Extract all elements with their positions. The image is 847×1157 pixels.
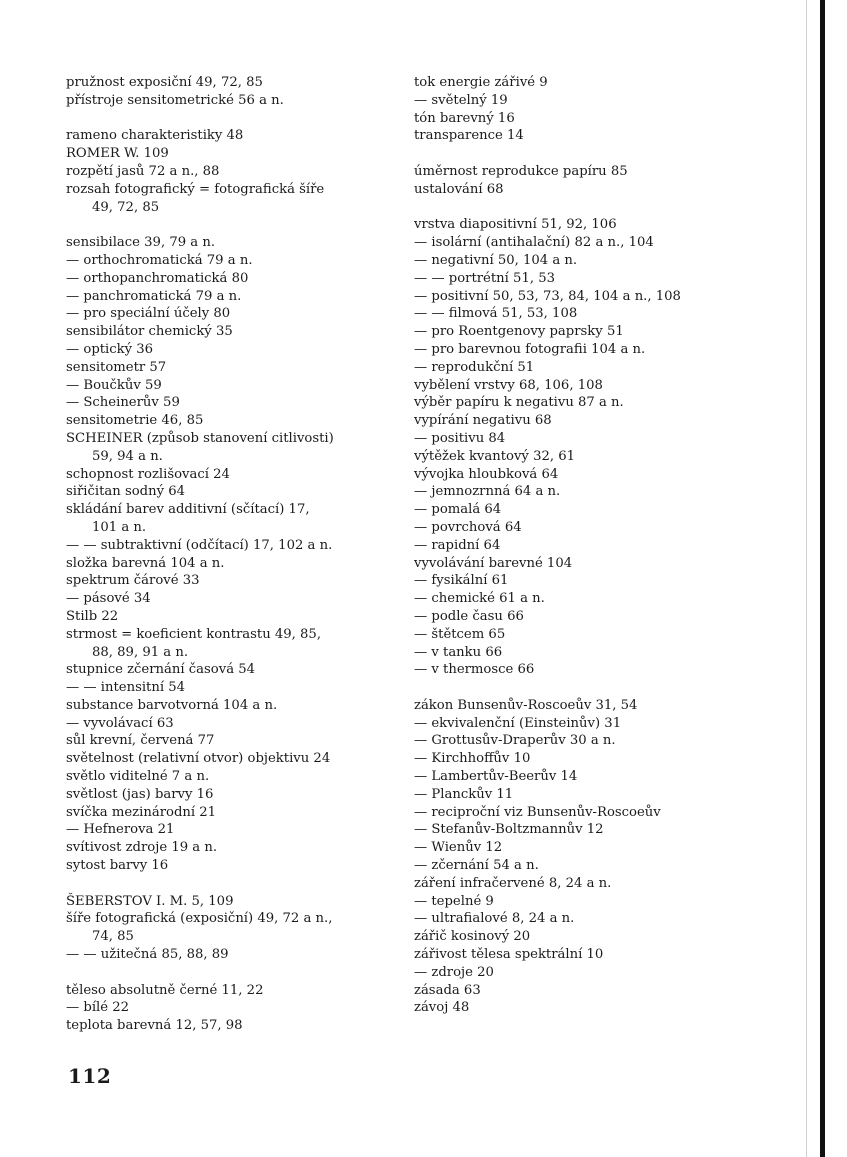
index-entry: těleso absolutně černé 11, 22 <box>66 982 264 998</box>
index-entry: zářivost tělesa spektrální 10 <box>414 947 604 963</box>
entry-gap <box>414 199 754 217</box>
index-entry: stupnice zčernání časová 54 <box>66 662 256 678</box>
index-entry: vrstva diapositivní 51, 92, 106 <box>414 217 617 233</box>
index-entry: — povrchová 64 <box>414 519 522 535</box>
index-entry: složka barevná 104 a n. <box>66 555 225 571</box>
index-entry: rozpětí jasů 72 a n., 88 <box>66 163 220 179</box>
index-entry: — v thermosce 66 <box>414 662 535 678</box>
index-entry: — Grottusův-Draperův 30 a n. <box>414 733 616 749</box>
index-entry: tok energie zářivé 9 <box>414 75 548 90</box>
index-entry: světlo viditelné 7 a n. <box>66 769 210 785</box>
index-entry: Stilb 22 <box>66 608 119 624</box>
index-entry: — reprodukční 51 <box>414 359 535 375</box>
index-entry: — negativní 50, 104 a n. <box>414 252 578 268</box>
index-entry: skládání barev additivní (sčítací) 17, <box>66 502 310 518</box>
index-entry: — štětcem 65 <box>414 626 506 642</box>
index-entry: schopnost rozlišovací 24 <box>66 466 230 482</box>
index-entry: vývojka hloubková 64 <box>414 466 559 482</box>
index-entry: ROMER W. 109 <box>66 146 169 162</box>
index-entry: úměrnost reprodukce papíru 85 <box>414 163 628 179</box>
index-entry-continuation: 101 a n. <box>92 519 147 535</box>
index-entry: — rapidní 64 <box>414 537 501 553</box>
index-entry: záření infračervené 8, 24 a n. <box>414 875 612 891</box>
index-entry: rameno charakteristiky 48 <box>66 128 244 144</box>
index-entry: — vyvolávací 63 <box>66 715 174 731</box>
index-entry: závoj 48 <box>414 1000 470 1016</box>
entry-gap <box>414 679 754 697</box>
index-entry: — positivní 50, 53, 73, 84, 104 a n., 108 <box>414 288 681 304</box>
index-entry: — zčernání 54 a n. <box>414 858 539 874</box>
index-entry: — chemické 61 a n. <box>414 591 545 607</box>
index-entry: strmost = koeficient kontrastu 49, 85, <box>66 626 322 642</box>
index-entry: sůl krevní, červená 77 <box>66 733 215 749</box>
index-entry-continuation: 59, 94 a n. <box>92 448 163 464</box>
index-entry: — — subtraktivní (odčítací) 17, 102 a n. <box>66 537 333 553</box>
index-entry: — pro speciální účely 80 <box>66 306 231 322</box>
index-entry: světlost (jas) barvy 16 <box>66 786 214 802</box>
index-entry: přístroje sensitometrické 56 a n. <box>66 92 284 108</box>
index-entry: teplota barevná 12, 57, 98 <box>66 1018 243 1034</box>
index-entry: — pro barevnou fotografii 104 a n. <box>414 341 646 357</box>
index-entry: — orthochromatická 79 a n. <box>66 252 253 268</box>
index-entry: — pásové 34 <box>66 591 151 607</box>
index-entry: zákon Bunsenův-Roscoeův 31, 54 <box>414 697 638 713</box>
index-entry: zásada 63 <box>414 982 481 998</box>
index-entry: pružnost exposiční 49, 72, 85 <box>66 75 263 90</box>
index-entry: — — portrétní 51, 53 <box>414 270 555 286</box>
index-entry: — Stefanův-Boltzmannův 12 <box>414 822 604 838</box>
index-entry: — bílé 22 <box>66 1000 130 1016</box>
index-column-right <box>414 74 754 1017</box>
entry-gap <box>414 145 754 163</box>
index-entry: — positivu 84 <box>414 430 506 446</box>
index-entry: světelnost (relativní otvor) objektivu 24 <box>66 751 331 767</box>
entry-gap <box>66 964 406 982</box>
index-entry: vyvolávání barevné 104 <box>414 555 573 571</box>
index-entry: — orthopanchromatická 80 <box>66 270 249 286</box>
index-entry: — fysikální 61 <box>414 573 509 589</box>
index-entry: sensibilace 39, 79 a n. <box>66 235 216 251</box>
index-column-left <box>66 74 406 1035</box>
index-entry: — Kirchhoffův 10 <box>414 751 531 767</box>
index-entry: sensitometr 57 <box>66 359 167 375</box>
index-entry: — ekvivalenční (Einsteinův) 31 <box>414 715 622 731</box>
index-entry: — ultrafialové 8, 24 a n. <box>414 911 575 927</box>
index-entry: siřičitan sodný 64 <box>66 484 186 500</box>
index-entry: — Scheinerův 59 <box>66 395 180 411</box>
index-entry: — světelný 19 <box>414 92 508 108</box>
index-entry: — pro Roentgenovy paprsky 51 <box>414 324 624 340</box>
index-entry: — podle času 66 <box>414 608 524 624</box>
entry-gap <box>66 216 406 234</box>
index-entry: — optický 36 <box>66 341 154 357</box>
index-entry: vybělení vrstvy 68, 106, 108 <box>414 377 603 393</box>
index-entry-continuation: 88, 89, 91 a n. <box>92 644 189 660</box>
scan-shadow-line <box>806 0 807 1157</box>
index-entry: sensitometrie 46, 85 <box>66 413 204 429</box>
index-entry: vypírání negativu 68 <box>414 413 552 429</box>
scan-edge <box>820 0 825 1157</box>
index-entry: sytost barvy 16 <box>66 858 169 874</box>
index-entry: ŠEBERSTOV I. M. 5, 109 <box>66 893 234 909</box>
index-entry: svíčka mezinárodní 21 <box>66 804 217 820</box>
page-number: 112 <box>68 1064 112 1088</box>
index-entry: — isolární (antihalační) 82 a n., 104 <box>414 235 654 251</box>
index-entry: — Wienův 12 <box>414 840 503 856</box>
index-entry: — tepelné 9 <box>414 893 494 909</box>
index-entry: — v tanku 66 <box>414 644 503 660</box>
index-entry: — — filmová 51, 53, 108 <box>414 306 578 322</box>
index-entry: — Lambertův-Beerův 14 <box>414 769 578 785</box>
index-entry: — reciproční viz Bunsenův-Roscoeův <box>414 804 661 820</box>
entry-gap <box>66 110 406 128</box>
index-entry: spektrum čárové 33 <box>66 573 200 589</box>
index-entry: — Hefnerova 21 <box>66 822 175 838</box>
index-entry: zářič kosinový 20 <box>414 929 531 945</box>
index-entry: SCHEINER (způsob stanovení citlivosti) <box>66 430 334 446</box>
index-entry: — zdroje 20 <box>414 964 494 980</box>
index-entry: — pomalá 64 <box>414 502 502 518</box>
index-entry-continuation: 49, 72, 85 <box>92 199 160 215</box>
index-entry: rozsah fotografický = fotografická šíře <box>66 181 325 197</box>
index-entry: svítivost zdroje 19 a n. <box>66 840 218 856</box>
index-entry: ustalování 68 <box>414 181 504 197</box>
entry-gap <box>66 875 406 893</box>
index-entry-continuation: 74, 85 <box>92 929 134 945</box>
index-entry: — Boučkův 59 <box>66 377 162 393</box>
index-entry: — — intensitní 54 <box>66 680 186 696</box>
index-entry: — panchromatická 79 a n. <box>66 288 242 304</box>
index-entry: transparence 14 <box>414 128 524 144</box>
index-entry: šíře fotografická (exposiční) 49, 72 a n., <box>66 911 333 927</box>
index-entry: — jemnozrnná 64 a n. <box>414 484 561 500</box>
index-entry: — Planckův 11 <box>414 786 514 802</box>
index-entry: výběr papíru k negativu 87 a n. <box>414 395 624 411</box>
index-entry: tón barevný 16 <box>414 110 515 126</box>
index-entry: výtěžek kvantový 32, 61 <box>414 448 576 464</box>
index-entry: substance barvotvorná 104 a n. <box>66 697 278 713</box>
index-entry: sensibilátor chemický 35 <box>66 324 233 340</box>
index-entry: — — užitečná 85, 88, 89 <box>66 947 229 963</box>
